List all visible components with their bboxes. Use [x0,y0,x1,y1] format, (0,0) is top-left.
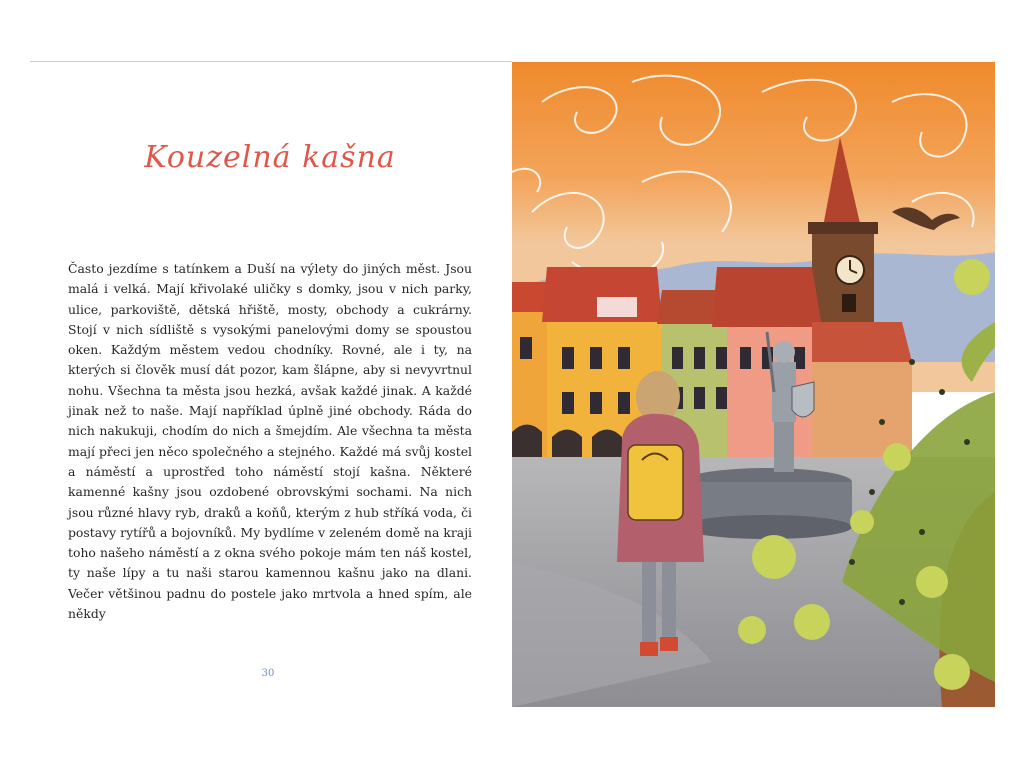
chapter-title: Kouzelná kašna [144,140,396,175]
chapter-body-text: Často jezdíme s tatínkem a Duší na výlety do jiných měst. Jsou malá i velká. Mají křivolaké uličky s domky, jsou v nich parky, ulice, parkoviště, dětská hřiště, mosty, obchody a cukrárny. Stojí v nich sídliště s vysokými panelovými domy se spoustou oken. Každým městem vedou chodníky. Rovné, ale i ty, na kterých si člověk musí dát pozor, kam šlápne, aby si nevyvrtnul nohu. Všechna ta města jsou hezká, avšak každé jinak. A každé jinak než to naše. Mají například úplně jiné obchody. Ráda do nich nakukuji, chodím do nich a šmejdím. Ale všechna ta města mají přeci jen něco společného a stejného. Každé má svůj kostel a náměstí a uprostřed toho náměstí stojí kašna. Některé kamenné kašny jsou ozdobené obrovskými sochami. Na nich jsou různé hlavy ryb, draků a koňů, kterým z hub stříká voda, či postavy rytířů a bojovníků. My bydlíme v zeleném domě na kraji toho našeho náměstí a z okna svého pokoje mám ten náš kostel, ty naše lípy a tu naši starou kamennou kašnu jako na dlani. Večer většinou padnu do postele jako mrtvola a hned spím, ale někdy [68,261,472,622]
page-number: 30 [261,668,275,679]
illustration-town-square [512,62,995,707]
top-rule [30,61,512,62]
